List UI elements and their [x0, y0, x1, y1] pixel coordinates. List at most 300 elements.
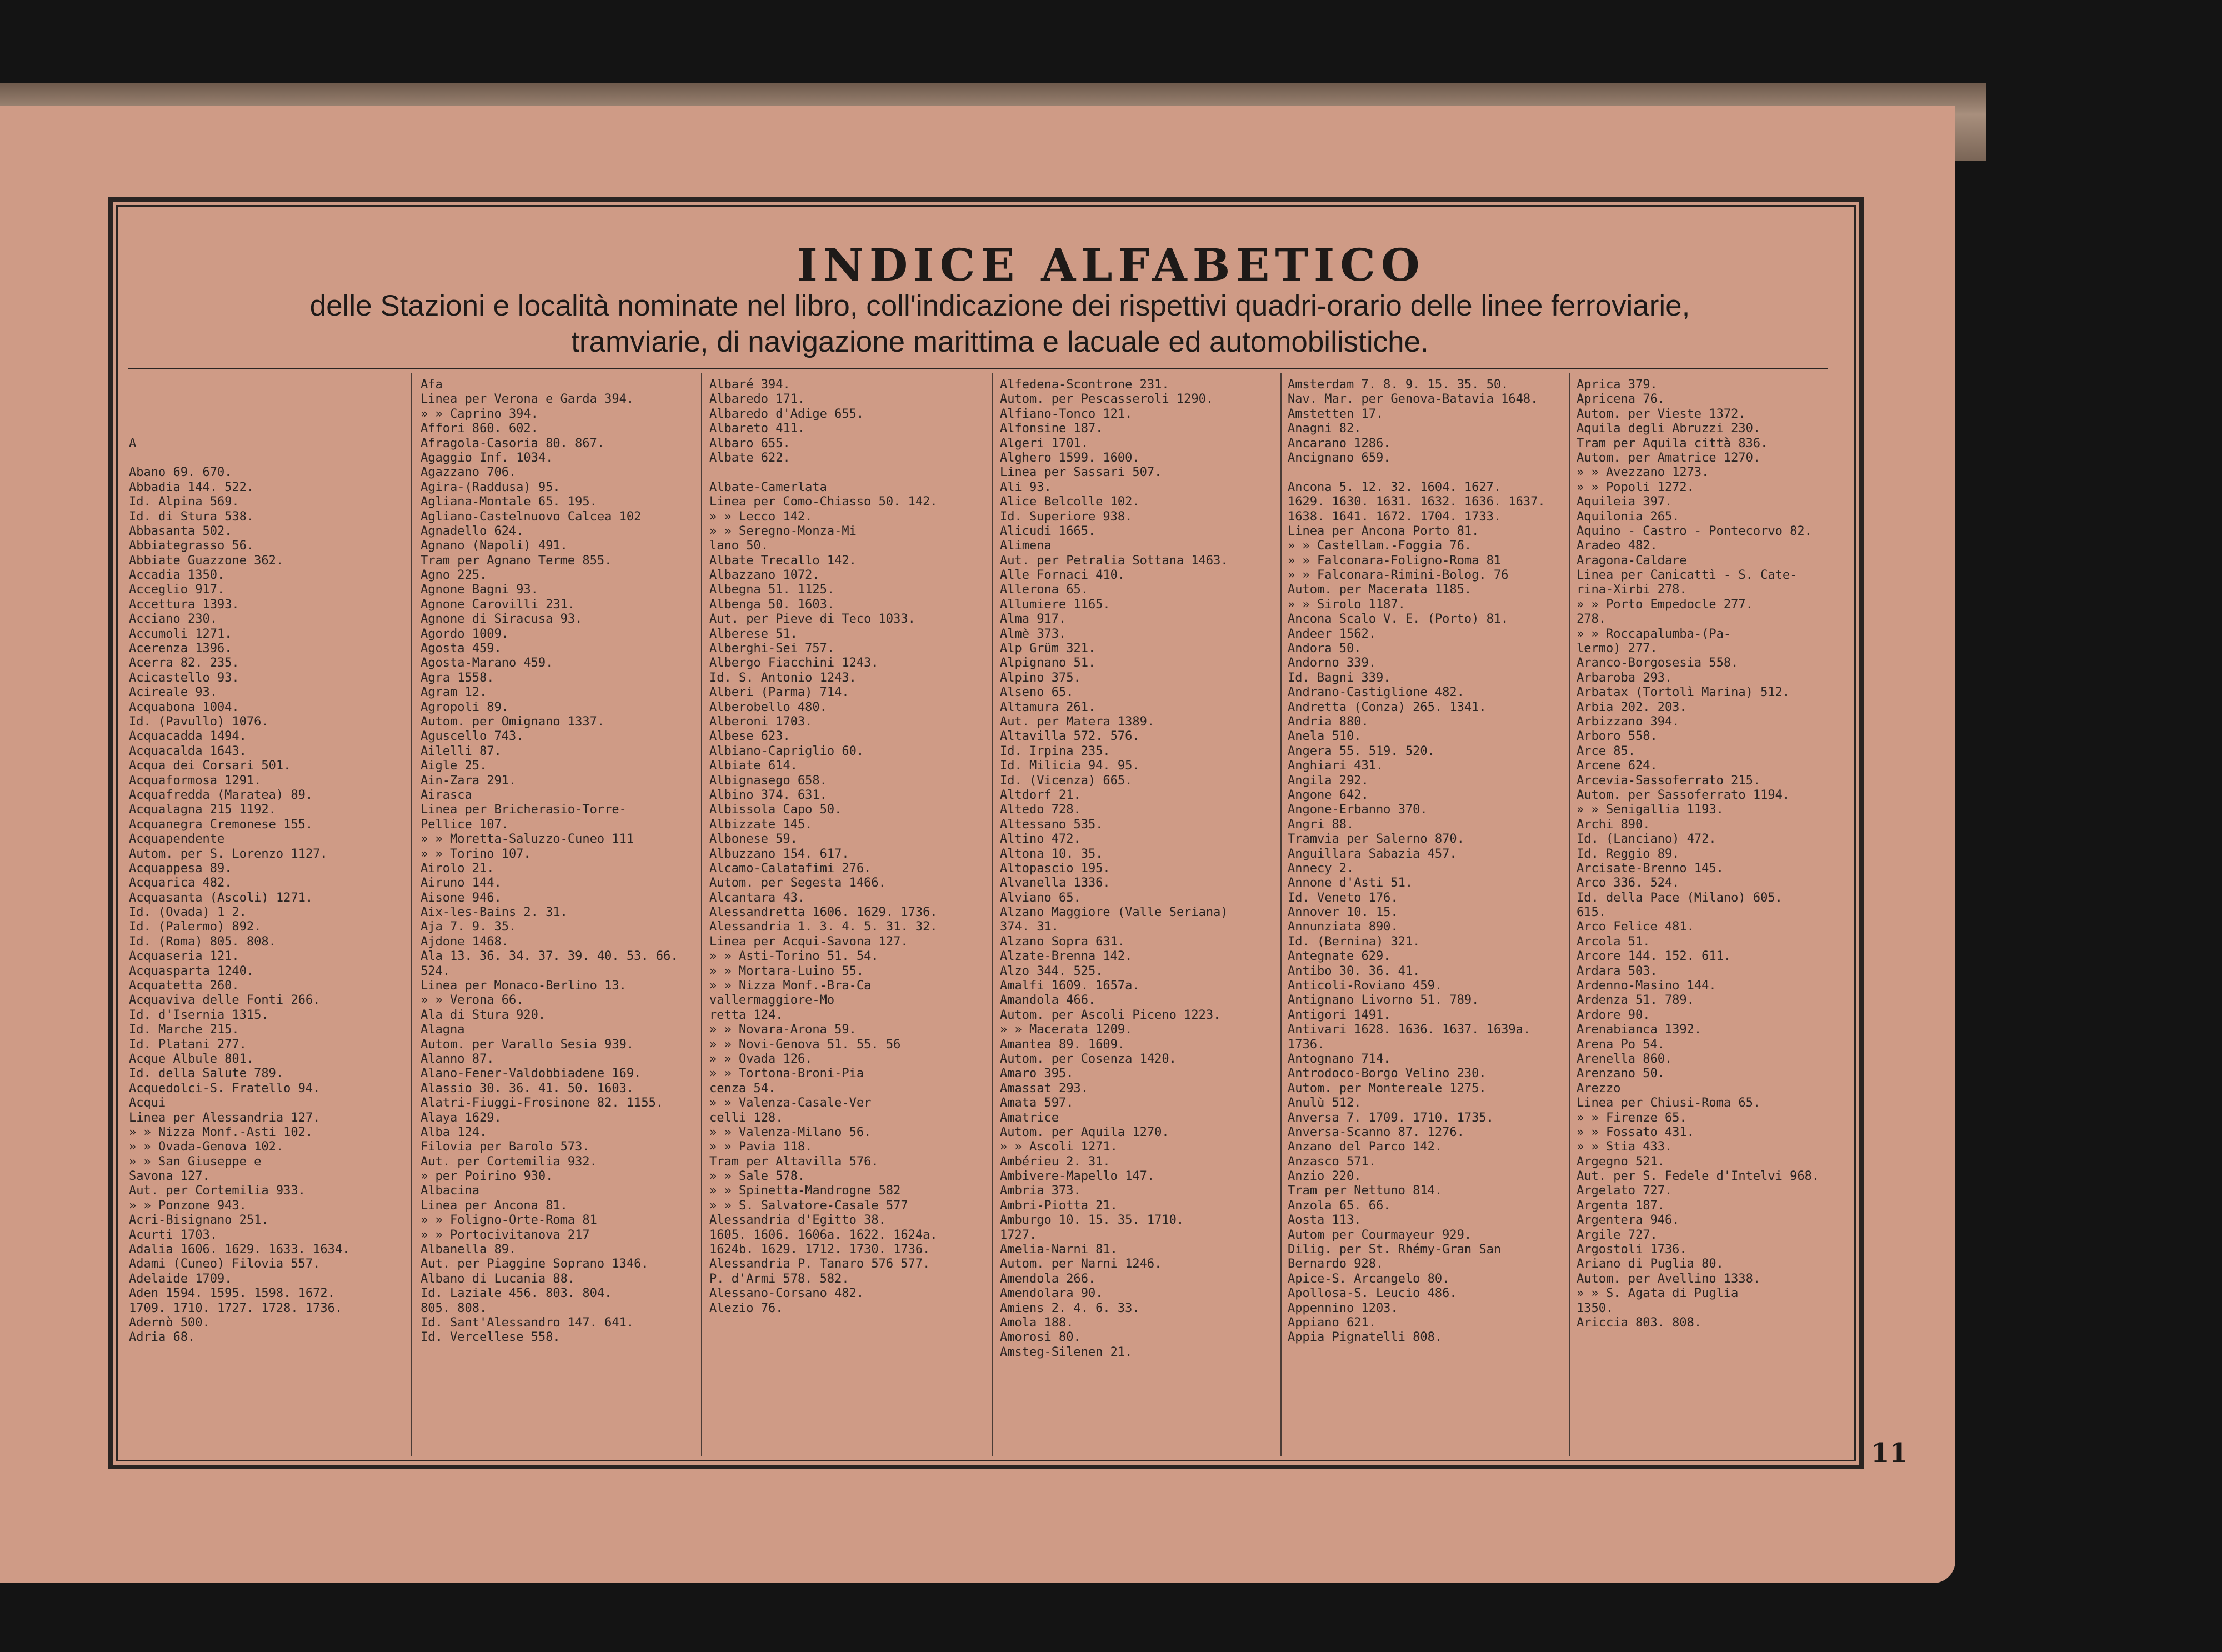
index-entry: Acquasanta (Ascoli) 1271. — [129, 890, 313, 905]
index-entry: Arcisate-Brenno 145. — [1577, 861, 1724, 875]
index-entry: Archi 890. — [1577, 817, 1650, 832]
index-entry: Allerona 65. — [1000, 583, 1088, 597]
index-entry: P. d'Armi 578. 582. — [709, 1271, 849, 1286]
index-entry: Amsteg-Silenen 21. — [1000, 1345, 1133, 1359]
index-entry: Annecy 2. — [1288, 861, 1354, 875]
index-entry: » » Mortara-Luino 55. — [709, 964, 864, 978]
index-entry: Acqualagna 215 1192. — [129, 803, 276, 817]
index-entry: Albareto 411. — [709, 422, 805, 436]
index-entry: » » Portocivitanova 217 — [421, 1228, 590, 1242]
index-entry: » » Ponzone 943. — [129, 1198, 247, 1213]
index-entry: Ancona 5. 12. 32. 1604. 1627. — [1288, 480, 1502, 494]
index-entry: Albano di Lucania 88. — [421, 1271, 575, 1286]
index-entry: Alessandretta 1606. 1629. 1736. — [709, 905, 938, 920]
index-entry: Autom. per Avellino 1338. — [1577, 1271, 1761, 1286]
index-entry: » » Sirolo 1187. — [1288, 597, 1405, 612]
index-entry: Abbasanta 502. — [129, 524, 232, 538]
index-entry: Adernò 500. — [129, 1316, 210, 1330]
column-separator — [411, 373, 412, 1456]
index-entry: » » Stia 433. — [1577, 1140, 1673, 1154]
index-entry: Autom. per Pescasseroli 1290. — [1000, 392, 1214, 407]
index-entry: Alessandria d'Egitto 38. — [709, 1213, 886, 1228]
index-entry: Albate-Camerlata — [709, 480, 827, 494]
index-entry: Alassio 30. 36. 41. 50. 1603. — [421, 1081, 634, 1095]
index-entry: Amsterdam 7. 8. 9. 15. 35. 50. — [1288, 378, 1509, 392]
index-entry: Aix-les-Bains 2. 31. — [421, 905, 568, 920]
index-entry: Alp Grüm 321. — [1000, 642, 1096, 656]
index-entry: cenza 54. — [709, 1081, 776, 1095]
index-entry: Alagna — [421, 1023, 465, 1037]
index-entry: Id. Bagni 339. — [1288, 670, 1391, 685]
index-entry: Angila 292. — [1288, 773, 1369, 788]
index-entry: Angri 88. — [1288, 817, 1354, 832]
index-entry: 1727. — [1000, 1228, 1037, 1242]
index-entry: celli 128. — [709, 1110, 783, 1125]
index-entry: Albiano-Capriglio 60. — [709, 744, 864, 758]
index-entry: Arce 85. — [1577, 744, 1635, 758]
index-entry: Acquaformosa 1291. — [129, 773, 262, 788]
index-entry: Anela 510. — [1288, 729, 1362, 744]
index-entry: Alzate-Brenna 142. — [1000, 949, 1133, 964]
index-entry: Agliano-Castelnuovo Calcea 102 — [421, 509, 642, 524]
index-entry: Airasca — [421, 788, 472, 802]
index-entry: Adelaide 1709. — [129, 1271, 232, 1286]
index-entry: Aut. per Petralia Sottana 1463. — [1000, 553, 1228, 568]
index-entry: » » Avezzano 1273. — [1577, 465, 1709, 480]
index-entry: Alfiano-Tonco 121. — [1000, 407, 1133, 421]
index-entry: Id. Veneto 176. — [1288, 890, 1398, 905]
index-entry: Antivari 1628. 1636. 1637. 1639a. — [1288, 1023, 1531, 1037]
index-entry: » » Tortona-Broni-Pia — [709, 1067, 864, 1081]
index-entry: Alfedena-Scontrone 231. — [1000, 378, 1169, 392]
index-entry: Argelato 727. — [1577, 1184, 1673, 1198]
index-entry: Ali 93. — [1000, 480, 1052, 494]
index-entry: Amendola 266. — [1000, 1271, 1096, 1286]
index-entry: Andrano-Castiglione 482. — [1288, 685, 1464, 700]
index-entry: Alessano-Corsano 482. — [709, 1286, 864, 1301]
column-separator — [1280, 373, 1282, 1456]
index-entry: Arcene 624. — [1577, 759, 1658, 773]
index-entry: Aradeo 482. — [1577, 539, 1658, 553]
index-entry: » » Roccapalumba-(Pa- — [1577, 627, 1731, 641]
index-entry: Altino 472. — [1000, 832, 1081, 847]
index-entry: Ain-Zara 291. — [421, 773, 517, 788]
index-entry: Aosta 113. — [1288, 1213, 1362, 1228]
index-entry: Id. Alpina 569. — [129, 495, 239, 509]
index-entry — [129, 378, 401, 392]
index-entry: » » Seregno-Monza-Mi — [709, 524, 857, 538]
index-entry: » » Pavia 118. — [709, 1140, 813, 1154]
index-entry: » » Caprino 394. — [421, 407, 538, 421]
index-entry: Acquabona 1004. — [129, 700, 239, 714]
index-entry: 1629. 1630. 1631. 1632. 1636. 1637. — [1288, 495, 1545, 509]
index-entry: Anzio 220. — [1288, 1169, 1362, 1184]
index-entry: Acquatetta 260. — [129, 979, 239, 993]
index-entry: Annone d'Asti 51. — [1288, 876, 1413, 890]
index-entry: Albate Trecallo 142. — [709, 553, 857, 568]
index-entry: Amandola 466. — [1000, 993, 1096, 1008]
index-entry: Apollosa-S. Leucio 486. — [1288, 1286, 1457, 1301]
index-entry: Arcevia-Sassoferrato 215. — [1577, 773, 1761, 788]
index-entry: Albaredo 171. — [709, 392, 805, 407]
index-entry: Linea per Ancona 81. — [421, 1198, 568, 1213]
index-entry: » » Senigallia 1193. — [1577, 803, 1724, 817]
index-entry: Amorosi 80. — [1000, 1330, 1081, 1345]
index-entry: Ambivere-Mapello 147. — [1000, 1169, 1155, 1184]
index-entry: Arenzano 50. — [1577, 1067, 1665, 1081]
index-entry: Appennino 1203. — [1288, 1301, 1398, 1315]
index-entry: Alpino 375. — [1000, 670, 1081, 685]
index-entry: Afa — [421, 378, 443, 392]
index-entry: Andria 880. — [1288, 714, 1369, 729]
index-entry: Altedo 728. — [1000, 803, 1081, 817]
index-entry: Ardore 90. — [1577, 1008, 1650, 1022]
index-entry: Acicastello 93. — [129, 670, 239, 685]
index-entry: Autom. per S. Lorenzo 1127. — [129, 847, 328, 861]
index-entry: Alzano Maggiore (Valle Seriana) — [1000, 905, 1228, 920]
index-entry — [129, 422, 401, 436]
index-entry: Filovia per Barolo 573. — [421, 1140, 590, 1154]
index-entry: Alfonsine 187. — [1000, 422, 1103, 436]
index-entry: Arcola 51. — [1577, 934, 1650, 949]
index-entry — [1288, 465, 1560, 480]
index-entry — [129, 407, 401, 422]
index-entry: Ailelli 87. — [421, 744, 502, 758]
index-entry: vallermaggiore-Mo — [709, 993, 835, 1008]
index-entry: Autom. per Vieste 1372. — [1577, 407, 1746, 421]
index-entry: Antognano 714. — [1288, 1052, 1391, 1066]
index-entry: Amantea 89. 1609. — [1000, 1037, 1125, 1052]
index-entry — [709, 465, 982, 480]
index-entry: Altona 10. 35. — [1000, 847, 1103, 861]
index-entry: Antignano Livorno 51. 789. — [1288, 993, 1479, 1008]
index-entry: Amaro 395. — [1000, 1067, 1074, 1081]
index-entry: » » Porto Empedocle 277. — [1577, 597, 1753, 612]
index-entry: » » Nizza Monf.-Bra-Ca — [709, 979, 872, 993]
index-entry: Nav. Mar. per Genova-Batavia 1648. — [1288, 392, 1538, 407]
index-entry: Appiano 621. — [1288, 1316, 1376, 1330]
index-entry: Linea per Bricherasio-Torre- — [421, 803, 627, 817]
index-entry: Acquacalda 1643. — [129, 744, 247, 758]
index-entry: » » Novi-Genova 51. 55. 56 — [709, 1037, 901, 1052]
index-entry: Ardenza 51. 789. — [1577, 993, 1694, 1008]
index-entry: Id. S. Antonio 1243. — [709, 670, 857, 685]
index-entry: Airuno 144. — [421, 876, 502, 890]
index-entry: Autom. per Aquila 1270. — [1000, 1125, 1169, 1139]
index-entry: Anversa-Scanno 87. 1276. — [1288, 1125, 1464, 1139]
index-entry: Id. (Lanciano) 472. — [1577, 832, 1716, 847]
header-rule — [128, 368, 1828, 369]
index-entry: Id. (Roma) 805. 808. — [129, 934, 276, 949]
index-entry: Ariccia 803. 808. — [1577, 1316, 1702, 1330]
index-entry: Argegno 521. — [1577, 1154, 1665, 1169]
index-entry: Albino 374. 631. — [709, 788, 827, 802]
index-entry: Albiate 614. — [709, 759, 798, 773]
index-entry: Arezzo — [1577, 1081, 1621, 1095]
index-entry: Arbizzano 394. — [1577, 714, 1680, 729]
index-entry: Alcantara 43. — [709, 890, 805, 905]
index-entry: Pellice 107. — [421, 817, 509, 832]
index-entry: Antigori 1491. — [1288, 1008, 1391, 1022]
index-entry: Abano 69. 670. — [129, 465, 232, 480]
index-entry: Acquedolci-S. Fratello 94. — [129, 1081, 321, 1095]
index-entry: Altdorf 21. — [1000, 788, 1081, 802]
index-entry: Antrodoco-Borgo Velino 230. — [1288, 1067, 1487, 1081]
index-entry: Acquasparta 1240. — [129, 964, 254, 978]
index-entry: Affori 860. 602. — [421, 422, 538, 436]
index-entry: Ancona Scalo V. E. (Porto) 81. — [1288, 612, 1509, 627]
index-entry: » » Sale 578. — [709, 1169, 805, 1184]
index-entry: Autom. per Varallo Sesia 939. — [421, 1037, 634, 1052]
index-entry: Aquileia 397. — [1577, 495, 1673, 509]
index-entry: Alberese 51. — [709, 627, 798, 641]
index-entry: Tram per Aquila città 836. — [1577, 436, 1768, 450]
index-entry: Linea per Alessandria 127. — [129, 1110, 321, 1125]
index-entry: Alberobello 480. — [709, 700, 827, 714]
index-entry: A — [129, 436, 137, 450]
index-entry: Tram per Nettuno 814. — [1288, 1184, 1443, 1198]
index-entry: Acri-Bisignano 251. — [129, 1213, 269, 1228]
index-entry: » » San Giuseppe e — [129, 1154, 262, 1169]
index-entry: Autom. per Sassoferrato 1194. — [1577, 788, 1790, 802]
index-entry: Id. della Pace (Milano) 605. — [1577, 890, 1783, 905]
index-entry: Id. (Bernina) 321. — [1288, 934, 1420, 949]
index-entry: Aquino - Castro - Pontecorvo 82. — [1577, 524, 1812, 538]
index-entry: Arbaroba 293. — [1577, 670, 1673, 685]
index-entry: retta 124. — [709, 1008, 783, 1022]
index-entry: Acquacadda 1494. — [129, 729, 247, 744]
index-entry: » » S. Salvatore-Casale 577 — [709, 1198, 908, 1213]
index-entry: Albanella 89. — [421, 1243, 517, 1257]
index-entry: 615. — [1577, 905, 1606, 920]
index-entry: Agnone Bagni 93. — [421, 583, 538, 597]
index-entry: Accettura 1393. — [129, 597, 239, 612]
index-entry: 1638. 1641. 1672. 1704. 1733. — [1288, 509, 1502, 524]
index-entry: Acireale 93. — [129, 685, 217, 700]
index-entry: Alberoni 1703. — [709, 714, 813, 729]
index-entry: » » Falconara-Foligno-Roma 81 — [1288, 553, 1502, 568]
index-entry: Id. Sant'Alessandro 147. 641. — [421, 1316, 634, 1330]
index-entry: Amelia-Narni 81. — [1000, 1243, 1118, 1257]
index-entry: Argostoli 1736. — [1577, 1243, 1687, 1257]
index-entry: lano 50. — [709, 539, 768, 553]
index-entry: Agropoli 89. — [421, 700, 509, 714]
index-entry: Autom per Courmayeur 929. — [1288, 1228, 1472, 1242]
index-entry: Aden 1594. 1595. 1598. 1672. — [129, 1286, 335, 1301]
index-entry: Aisone 946. — [421, 890, 502, 905]
index-entry: Arenella 860. — [1577, 1052, 1673, 1066]
index-entry: Alaya 1629. — [421, 1110, 502, 1125]
index-entry: Alice Belcolle 102. — [1000, 495, 1140, 509]
index-entry: Albate 622. — [709, 450, 790, 465]
index-entry: Acurti 1703. — [129, 1228, 217, 1242]
index-entry: Acquaviva delle Fonti 266. — [129, 993, 321, 1008]
index-entry: Id. (Palermo) 892. — [129, 920, 262, 934]
index-entry: Annunziata 890. — [1288, 920, 1398, 934]
index-entry: Antibo 30. 36. 41. — [1288, 964, 1420, 978]
index-entry: Id. Superiore 938. — [1000, 509, 1133, 524]
index-entry: Albenga 50. 1603. — [709, 597, 835, 612]
index-entry: » » Moretta-Saluzzo-Cuneo 111 — [421, 832, 634, 847]
index-entry: Acerra 82. 235. — [129, 656, 239, 670]
index-entry: Ala di Stura 920. — [421, 1008, 546, 1022]
index-entry: Aut. per Pieve di Teco 1033. — [709, 612, 915, 627]
index-column-3 — [709, 378, 982, 1316]
index-entry: Agno 225. — [421, 568, 487, 583]
index-entry: Alcamo-Calatafimi 276. — [709, 861, 872, 875]
index-entry: Agnone di Siracusa 93. — [421, 612, 583, 627]
column-separator — [701, 373, 702, 1456]
index-entry: lermo) 277. — [1577, 642, 1658, 656]
index-entry: Acqua dei Corsari 501. — [129, 759, 291, 773]
index-entry: » » Ascoli 1271. — [1000, 1140, 1118, 1154]
index-entry: Albuzzano 154. 617. — [709, 847, 849, 861]
index-entry: Alicudi 1665. — [1000, 524, 1096, 538]
index-column-4 — [1000, 378, 1272, 1360]
index-entry: » » S. Agata di Puglia — [1577, 1286, 1739, 1301]
index-entry: Altamura 261. — [1000, 700, 1096, 714]
index-entry: Apricena 76. — [1577, 392, 1665, 407]
index-entry: Allumiere 1165. — [1000, 597, 1110, 612]
index-entry: Id. di Stura 538. — [129, 509, 254, 524]
index-entry: Aut. per Matera 1389. — [1000, 714, 1155, 729]
index-entry: Adalia 1606. 1629. 1633. 1634. — [129, 1243, 350, 1257]
index-entry: Id. Platani 277. — [129, 1037, 247, 1052]
index-entry: Ariano di Puglia 80. — [1577, 1257, 1724, 1271]
page-number: 11 — [1871, 1438, 1908, 1469]
index-entry: Alvanella 1336. — [1000, 876, 1110, 890]
subtitle-line-1: delle Stazioni e località nominate nel libro, coll'indicazione dei rispettivi quadri-orario delle linee ferroviarie, — [309, 289, 1690, 322]
subtitle-line-2: tramviarie, di navigazione marittima e lacuale ed automobilistiche. — [571, 326, 1429, 358]
index-entry: » » Valenza-Casale-Ver — [709, 1096, 872, 1110]
column-separator — [1569, 373, 1570, 1456]
index-entry: Autom. per Ascoli Piceno 1223. — [1000, 1008, 1221, 1022]
index-entry: Alberghi-Sei 757. — [709, 642, 835, 656]
index-entry: Almè 373. — [1000, 627, 1067, 641]
index-entry: » » Spinetta-Mandrogne 582 — [709, 1184, 901, 1198]
index-entry: 805. 808. — [421, 1301, 487, 1315]
index-entry: » » Asti-Torino 51. 54. — [709, 949, 879, 964]
index-entry: Acerenza 1396. — [129, 642, 232, 656]
index-entry: Alatri-Fiuggi-Frosinone 82. 1155. — [421, 1096, 664, 1110]
index-entry: Albergo Fiacchini 1243. — [709, 656, 879, 670]
index-entry: Aprica 379. — [1577, 378, 1658, 392]
index-entry: Adria 68. — [129, 1330, 196, 1345]
index-entry: Aja 7. 9. 35. — [421, 920, 517, 934]
index-entry — [129, 392, 401, 407]
index-entry: Agram 12. — [421, 685, 487, 700]
index-entry: Id. Irpina 235. — [1000, 744, 1110, 758]
index-entry: Amola 188. — [1000, 1316, 1074, 1330]
index-entry: Alpignano 51. — [1000, 656, 1096, 670]
index-entry: Andeer 1562. — [1288, 627, 1376, 641]
index-entry: Arenabianca 1392. — [1577, 1023, 1702, 1037]
index-entry: Ajdone 1468. — [421, 934, 509, 949]
index-entry: Id. (Ovada) 1 2. — [129, 905, 247, 920]
index-entry: Alezio 76. — [709, 1301, 783, 1315]
index-entry: Id. (Pavullo) 1076. — [129, 714, 269, 729]
index-entry: rina-Xirbi 278. — [1577, 583, 1687, 597]
index-entry: Ardara 503. — [1577, 964, 1658, 978]
index-entry: Agazzano 706. — [421, 465, 517, 480]
index-entry: Albaré 394. — [709, 378, 790, 392]
index-entry: Linea per Acqui-Savona 127. — [709, 934, 908, 949]
index-entry — [129, 451, 401, 465]
index-entry: Id. Vercellese 558. — [421, 1330, 560, 1345]
index-entry: Antegnate 629. — [1288, 949, 1391, 964]
index-entry: Autom. per Narni 1246. — [1000, 1257, 1162, 1271]
index-entry: Acquarica 482. — [129, 876, 232, 890]
index-entry: Abbiate Guazzone 362. — [129, 553, 284, 568]
index-entry: Aigle 25. — [421, 759, 487, 773]
index-entry: Altopascio 195. — [1000, 861, 1110, 875]
index-entry: Autom. per Segesta 1466. — [709, 876, 886, 890]
index-entry: Annover 10. 15. — [1288, 905, 1398, 920]
index-entry: Agosta 459. — [421, 642, 502, 656]
index-entry: Anzasco 571. — [1288, 1154, 1376, 1169]
index-entry: Alberi (Parma) 714. — [709, 685, 849, 700]
index-entry: Agra 1558. — [421, 670, 494, 685]
index-entry: Anghiari 431. — [1288, 759, 1384, 773]
index-entry: 1350. — [1577, 1301, 1614, 1315]
index-entry: Amata 597. — [1000, 1096, 1074, 1110]
index-entry: Aranco-Borgosesia 558. — [1577, 656, 1739, 670]
index-entry: Albizzate 145. — [709, 817, 813, 832]
index-entry: Agira-(Raddusa) 95. — [421, 480, 560, 494]
index-entry: Ambérieu 2. 31. — [1000, 1154, 1110, 1169]
index-entry: Aquila degli Abruzzi 230. — [1577, 422, 1761, 436]
index-entry: Adami (Cuneo) Filovia 557. — [129, 1257, 321, 1271]
index-entry: 1736. — [1288, 1037, 1325, 1052]
index-entry: Aguscello 743. — [421, 729, 524, 744]
index-entry: Albese 623. — [709, 729, 790, 744]
index-entry: Arboro 558. — [1577, 729, 1658, 744]
index-entry: Ala 13. 36. 34. 37. 39. 40. 53. 66. — [421, 949, 678, 964]
index-entry: Arco 336. 524. — [1577, 876, 1680, 890]
index-entry: » » Falconara-Rimini-Bolog. 76 — [1288, 568, 1509, 583]
index-entry: Aut. per S. Fedele d'Intelvi 968. — [1577, 1169, 1820, 1184]
index-entry: » » Ovada 126. — [709, 1052, 813, 1066]
index-entry: Tram per Altavilla 576. — [709, 1154, 879, 1169]
index-entry: Acceglio 917. — [129, 583, 225, 597]
index-entry: Bernardo 928. — [1288, 1257, 1384, 1271]
index-entry: 1624b. 1629. 1712. 1730. 1736. — [709, 1243, 930, 1257]
index-entry: Agnano (Napoli) 491. — [421, 539, 568, 553]
index-entry: Anulù 512. — [1288, 1096, 1362, 1110]
index-entry: Aut. per Piaggine Soprano 1346. — [421, 1257, 649, 1271]
index-entry: Ancignano 659. — [1288, 450, 1391, 465]
index-entry: Agordo 1009. — [421, 627, 509, 641]
index-entry: Ardenno-Masino 144. — [1577, 979, 1716, 993]
index-entry: Alzano Sopra 631. — [1000, 934, 1125, 949]
index-entry: 374. 31. — [1000, 920, 1059, 934]
index-entry: Alanno 87. — [421, 1052, 494, 1066]
index-entry: Accumoli 1271. — [129, 627, 232, 641]
index-entry: Alle Fornaci 410. — [1000, 568, 1125, 583]
index-entry: Amburgo 10. 15. 35. 1710. — [1000, 1213, 1184, 1228]
index-entry: Alano-Fener-Valdobbiadene 169. — [421, 1067, 642, 1081]
index-entry: » » Nizza Monf.-Asti 102. — [129, 1125, 313, 1139]
index-entry: Autom. per Amatrice 1270. — [1577, 450, 1761, 465]
index-entry: Dilig. per St. Rhémy-Gran San — [1288, 1243, 1502, 1257]
index-entry: » » Foligno-Orte-Roma 81 — [421, 1213, 597, 1228]
index-entry: Anticoli-Roviano 459. — [1288, 979, 1443, 993]
index-entry: Airolo 21. — [421, 861, 494, 875]
index-entry: Agosta-Marano 459. — [421, 656, 553, 670]
index-column-2 — [421, 378, 693, 1345]
index-entry: Id. Milicia 94. 95. — [1000, 759, 1140, 773]
index-entry: Arbia 202. 203. — [1577, 700, 1687, 714]
